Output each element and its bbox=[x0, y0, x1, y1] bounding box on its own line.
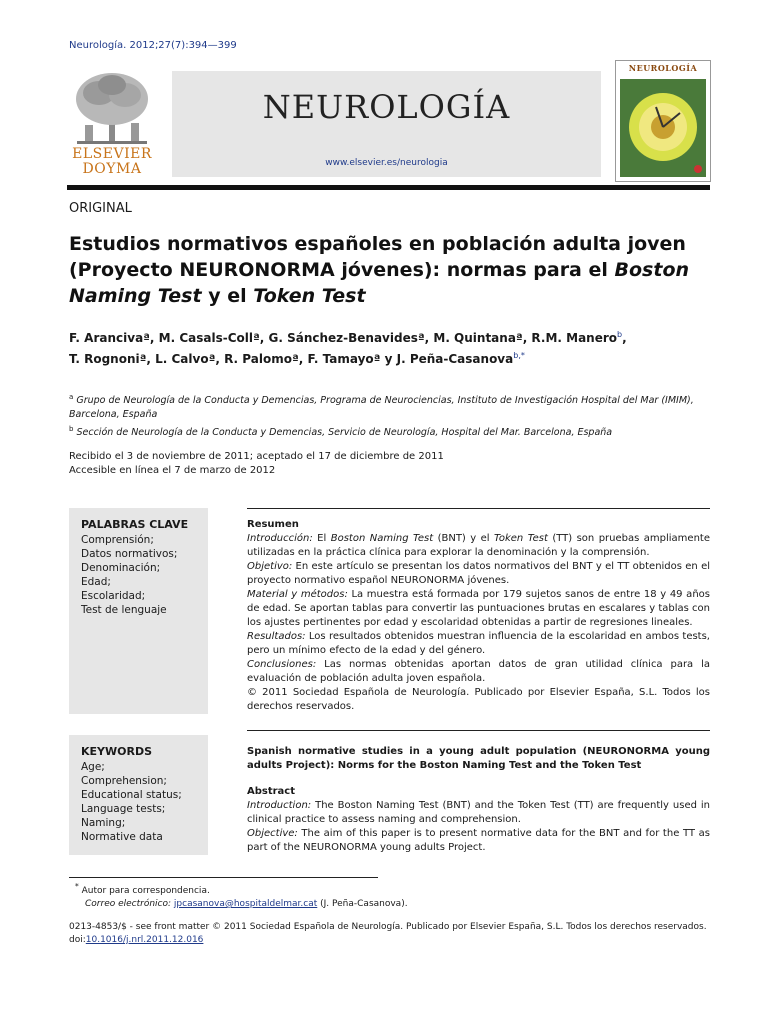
header-rule bbox=[67, 185, 710, 190]
resumen-heading: Resumen bbox=[247, 519, 299, 530]
resumen-material: Material y métodos: La muestra está formada por 179 sujetos sanos de entre 18 y 49 años de edad. Se aportan tablas para convertir las puntuaciones brutas en escalares y tablas con los ajustes pertinentes por edad y escolaridad obtenidas a partir de regresiones lineales. bbox=[247, 589, 710, 628]
abstract-objective: Objective: The aim of this paper is to present normative data for the BNT and for the TT as part of the NEURONORMA young adults Project. bbox=[247, 828, 710, 853]
resumen-objetivo: Objetivo: En este artículo se presentan los datos normativos del BNT y el TT obtenidos en el proyecto normativo español NEURONORMA jóvenes. bbox=[247, 561, 710, 586]
abstract-heading: Abstract bbox=[247, 786, 296, 797]
keyword-item: Test de lenguaje bbox=[81, 604, 167, 616]
keyword-item: Datos normativos; bbox=[81, 548, 178, 560]
resumen-block bbox=[247, 518, 710, 714]
keyword-item: Naming; bbox=[81, 817, 126, 829]
article-title: Estudios normativos españoles en población adulta joven (Proyecto NEURONORMA jóvenes): normas para el Boston Naming Test y el Token Test bbox=[69, 233, 690, 307]
keywords-en-box bbox=[69, 735, 208, 855]
journal-reference[interactable]: Neurología. 2012;27(7):394—399 bbox=[69, 40, 237, 51]
keyword-item: Denominación; bbox=[81, 562, 161, 574]
publisher-logo-text: ELSEVIER DOYMA bbox=[72, 146, 152, 177]
online-date: Accesible en línea el 7 de marzo de 2012 bbox=[69, 465, 276, 476]
affiliation-a: Grupo de Neurología de la Conducta y Demencias, Programa de Neurociencias, Instituto de Investigación Hospital del Mar (IMIM), Barcelona, España bbox=[69, 395, 694, 421]
abstract-introduction: Introduction: The Boston Naming Test (BNT) and the Token Test (TT) are frequently used in clinical practice to assess naming and comprehension. bbox=[247, 800, 710, 825]
keyword-item: Escolaridad; bbox=[81, 590, 146, 602]
keywords-es-box bbox=[69, 508, 208, 714]
footnote-rule bbox=[69, 877, 378, 878]
affiliation-b: Sección de Neurología de la Conducta y Demencias, Servicio de Neurología, Hospital del Mar. Barcelona, España bbox=[76, 427, 613, 439]
resumen-bottom-rule bbox=[247, 730, 710, 731]
journal-cover-image bbox=[615, 60, 711, 182]
resumen-resultados: Resultados: Los resultados obtenidos muestran influencia de la escolaridad en ambos tests, pero un mínimo efecto de la edad y del género. bbox=[247, 631, 710, 656]
keyword-item: Normative data bbox=[81, 831, 163, 843]
resumen-conclusiones: Conclusiones: Las normas obtenidas aportan datos de gran utilidad clínica para la evaluación de población adulta joven española. bbox=[247, 659, 710, 684]
resumen-copyright: © 2011 Sociedad Española de Neurología. Publicado por Elsevier España, S.L. Todos los derechos reservados. bbox=[247, 687, 710, 712]
authors-line-2[interactable]: T. Rognoniª, L. Calvoª, R. Palomoª, F. Tamayoª y J. Peña-Casanova bbox=[69, 352, 514, 366]
doi-link[interactable]: 10.1016/j.nrl.2011.12.016 bbox=[85, 935, 204, 945]
abstract-en-title: Spanish normative studies in a young adult population (NEURONORMA young adults Project): Norms for the Boston Naming Test and the Token Test bbox=[247, 746, 710, 771]
keyword-item: Language tests; bbox=[81, 803, 166, 815]
journal-url-link[interactable]: www.elsevier.es/neurologia bbox=[325, 158, 448, 168]
affiliations: $^a$ Grupo de Neurología de la Conducta y Demencias, Programa de Neurociencias, Instituto de Investigación Hospital del Mar (IMIM), Barcelona, España $^b$ Sección de Neurología de la Conducta y Demencias, Servicio de Neurología, Hospital del Mar. Barcelona, España bbox=[69, 393, 694, 439]
resumen-introduccion: Introducción: El Boston Naming Test (BNT) y el Token Test (TT) son pruebas ampliamente utilizadas en la práctica clínica para explorar la denominación y la comprensión. bbox=[247, 533, 710, 558]
front-matter: 0213-4853/$ - see front matter © 2011 Sociedad Española de Neurología. Publicado por Elsevier España, S.L. Todos los derechos reservados. doi:10.1016/j.nrl.2011.12.016 bbox=[69, 922, 707, 945]
author-list: F. Arancivaª, M. Casals-Collª, G. Sánchez-Benavidesª, M. Quintanaª, R.M. Manero$^b$, T. Rognoniª, L. Calvoª, R. Palomoª, F. Tamayoª y J. Peña-Casanova$^{b,*}$ bbox=[69, 330, 627, 366]
email-link[interactable]: jpcasanova@hospitaldelmar.cat bbox=[173, 899, 318, 909]
keyword-item: Comprensión; bbox=[81, 534, 154, 546]
keyword-item: Educational status; bbox=[81, 789, 182, 801]
authors-line-1[interactable]: F. Arancivaª, M. Casals-Collª, G. Sánchez-Benavidesª, M. Quintanaª, R.M. Manero bbox=[69, 331, 618, 345]
section-label: ORIGINAL bbox=[69, 201, 132, 216]
keyword-item: Comprehension; bbox=[81, 775, 167, 787]
keyword-item: Age; bbox=[81, 761, 105, 773]
article-dates bbox=[69, 450, 709, 478]
journal-name: NEUROLOGÍA bbox=[262, 88, 511, 126]
received-accepted-date: Recibido el 3 de noviembre de 2011; aceptado el 17 de diciembre de 2011 bbox=[69, 451, 444, 462]
keywords-es-heading: PALABRAS CLAVE bbox=[81, 518, 189, 531]
abstract-en-block bbox=[247, 745, 710, 855]
cover-title: NEUROLOGÍA bbox=[628, 63, 698, 73]
correspondence-footnote: * Autor para correspondencia. Correo electrónico: jpcasanova@hospitaldelmar.cat (J. Peña-Casanova). bbox=[75, 882, 408, 909]
resumen-top-rule bbox=[247, 508, 710, 509]
keyword-item: Edad; bbox=[81, 576, 111, 588]
keywords-en-heading: KEYWORDS bbox=[81, 745, 153, 758]
